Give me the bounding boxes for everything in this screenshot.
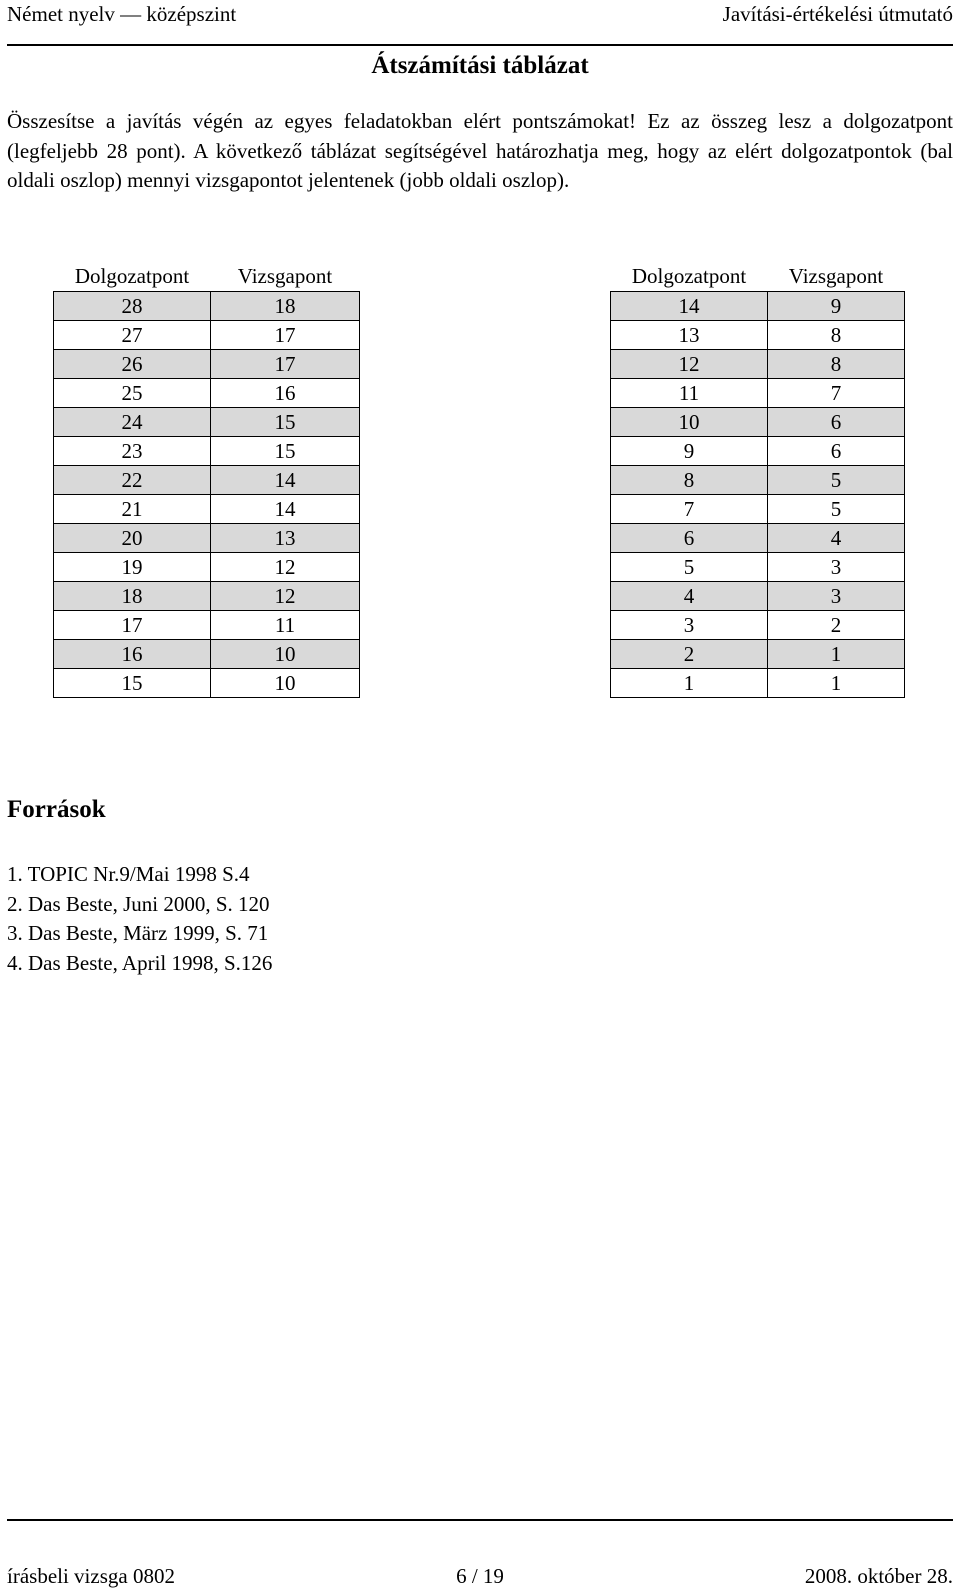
cell-vizsgapont: 3 bbox=[768, 582, 905, 611]
column-header-dolgozatpont: Dolgozatpont bbox=[631, 264, 747, 288]
sources-heading: Források bbox=[7, 796, 106, 823]
cell-dolgozatpont: 18 bbox=[54, 582, 211, 611]
table-row bbox=[54, 669, 360, 698]
table-row bbox=[54, 350, 360, 379]
conversion-table-left bbox=[53, 262, 360, 698]
footer-date: 2008. október 28. bbox=[804, 1564, 953, 1588]
cell-vizsgapont: 6 bbox=[768, 408, 905, 437]
cell-vizsgapont: 1 bbox=[768, 669, 905, 698]
cell-dolgozatpont: 16 bbox=[54, 640, 211, 669]
cell-dolgozatpont: 28 bbox=[54, 292, 211, 321]
table-row bbox=[54, 582, 360, 611]
cell-dolgozatpont: 20 bbox=[54, 524, 211, 553]
cell-dolgozatpont: 10 bbox=[611, 408, 768, 437]
table-row bbox=[611, 640, 905, 669]
cell-vizsgapont: 7 bbox=[768, 379, 905, 408]
table-row bbox=[54, 495, 360, 524]
table-body-right bbox=[611, 292, 905, 698]
cell-dolgozatpont: 23 bbox=[54, 437, 211, 466]
table-row bbox=[611, 611, 905, 640]
cell-dolgozatpont: 2 bbox=[611, 640, 768, 669]
header-subject: Német nyelv — középszint bbox=[7, 2, 237, 26]
cell-vizsgapont: 16 bbox=[211, 379, 360, 408]
table-row bbox=[611, 408, 905, 437]
cell-dolgozatpont: 1 bbox=[611, 669, 768, 698]
cell-vizsgapont: 5 bbox=[768, 495, 905, 524]
cell-vizsgapont: 5 bbox=[768, 466, 905, 495]
table-row bbox=[611, 292, 905, 321]
cell-dolgozatpont: 6 bbox=[611, 524, 768, 553]
table-row bbox=[611, 350, 905, 379]
table-row bbox=[611, 582, 905, 611]
page-title: Átszámítási táblázat bbox=[371, 52, 589, 79]
table-header-row bbox=[54, 262, 360, 292]
column-header-vizsgapont: Vizsgapont bbox=[237, 264, 333, 288]
intro-paragraph: Összesítse a javítás végén az egyes feladatokban elért pontszámokat! Ez az összeg lesz a dolgozatpont (legfeljebb 28 pont). A következő táblázat segítségével határozhatja meg, hogy az elért dolgozatpontok (bal oldali oszlop) mennyi vizsgapontot jelentenek (jobb oldali oszlop). bbox=[7, 109, 953, 192]
table-row bbox=[54, 524, 360, 553]
cell-vizsgapont: 17 bbox=[211, 321, 360, 350]
cell-vizsgapont: 2 bbox=[768, 611, 905, 640]
cell-vizsgapont: 17 bbox=[211, 350, 360, 379]
cell-dolgozatpont: 4 bbox=[611, 582, 768, 611]
cell-vizsgapont: 15 bbox=[211, 437, 360, 466]
cell-dolgozatpont: 21 bbox=[54, 495, 211, 524]
table-row bbox=[611, 495, 905, 524]
cell-vizsgapont: 14 bbox=[211, 466, 360, 495]
sources-list bbox=[7, 860, 272, 978]
table-row bbox=[54, 466, 360, 495]
cell-dolgozatpont: 8 bbox=[611, 466, 768, 495]
cell-dolgozatpont: 26 bbox=[54, 350, 211, 379]
cell-dolgozatpont: 11 bbox=[611, 379, 768, 408]
table-row bbox=[611, 321, 905, 350]
cell-vizsgapont: 9 bbox=[768, 292, 905, 321]
footer-page-number: 6 / 19 bbox=[456, 1564, 504, 1588]
cell-vizsgapont: 8 bbox=[768, 350, 905, 379]
cell-vizsgapont: 1 bbox=[768, 640, 905, 669]
table-row bbox=[611, 553, 905, 582]
footer-divider bbox=[7, 1519, 953, 1521]
cell-dolgozatpont: 24 bbox=[54, 408, 211, 437]
cell-vizsgapont: 11 bbox=[211, 611, 360, 640]
table-row bbox=[54, 640, 360, 669]
cell-dolgozatpont: 17 bbox=[54, 611, 211, 640]
source-item: 1. TOPIC Nr.9/Mai 1998 S.4 bbox=[7, 862, 250, 886]
table-row bbox=[54, 379, 360, 408]
cell-dolgozatpont: 27 bbox=[54, 321, 211, 350]
table-row bbox=[54, 611, 360, 640]
table-header-row bbox=[611, 262, 905, 292]
table-row bbox=[611, 437, 905, 466]
table-row bbox=[54, 408, 360, 437]
cell-vizsgapont: 13 bbox=[211, 524, 360, 553]
cell-vizsgapont: 4 bbox=[768, 524, 905, 553]
table-row bbox=[54, 437, 360, 466]
cell-vizsgapont: 6 bbox=[768, 437, 905, 466]
table-row bbox=[54, 553, 360, 582]
header-doc-type: Javítási-értékelési útmutató bbox=[722, 2, 953, 26]
source-item: 4. Das Beste, April 1998, S.126 bbox=[7, 950, 273, 975]
cell-dolgozatpont: 14 bbox=[611, 292, 768, 321]
cell-dolgozatpont: 15 bbox=[54, 669, 211, 698]
cell-dolgozatpont: 3 bbox=[611, 611, 768, 640]
cell-dolgozatpont: 19 bbox=[54, 553, 211, 582]
table-row bbox=[54, 321, 360, 350]
cell-dolgozatpont: 5 bbox=[611, 553, 768, 582]
cell-vizsgapont: 12 bbox=[211, 582, 360, 611]
table-row bbox=[611, 669, 905, 698]
table-row bbox=[611, 524, 905, 553]
cell-dolgozatpont: 12 bbox=[611, 350, 768, 379]
cell-vizsgapont: 3 bbox=[768, 553, 905, 582]
table-row bbox=[611, 379, 905, 408]
cell-vizsgapont: 10 bbox=[211, 640, 360, 669]
cell-vizsgapont: 10 bbox=[211, 669, 360, 698]
cell-vizsgapont: 15 bbox=[211, 408, 360, 437]
cell-vizsgapont: 8 bbox=[768, 321, 905, 350]
table-body-left bbox=[54, 292, 360, 698]
column-header-dolgozatpont: Dolgozatpont bbox=[74, 264, 190, 288]
cell-dolgozatpont: 7 bbox=[611, 495, 768, 524]
table-row bbox=[611, 466, 905, 495]
cell-dolgozatpont: 13 bbox=[611, 321, 768, 350]
cell-vizsgapont: 12 bbox=[211, 553, 360, 582]
table-row bbox=[54, 292, 360, 321]
cell-vizsgapont: 14 bbox=[211, 495, 360, 524]
source-item: 3. Das Beste, März 1999, S. 71 bbox=[7, 921, 269, 945]
conversion-table-right bbox=[610, 262, 905, 698]
cell-vizsgapont: 18 bbox=[211, 292, 360, 321]
cell-dolgozatpont: 9 bbox=[611, 437, 768, 466]
page-header bbox=[7, 0, 953, 46]
cell-dolgozatpont: 22 bbox=[54, 466, 211, 495]
cell-dolgozatpont: 25 bbox=[54, 379, 211, 408]
source-item: 2. Das Beste, Juni 2000, S. 120 bbox=[7, 891, 270, 916]
footer-exam-code: írásbeli vizsga 0802 bbox=[7, 1564, 175, 1588]
column-header-vizsgapont: Vizsgapont bbox=[788, 264, 884, 288]
